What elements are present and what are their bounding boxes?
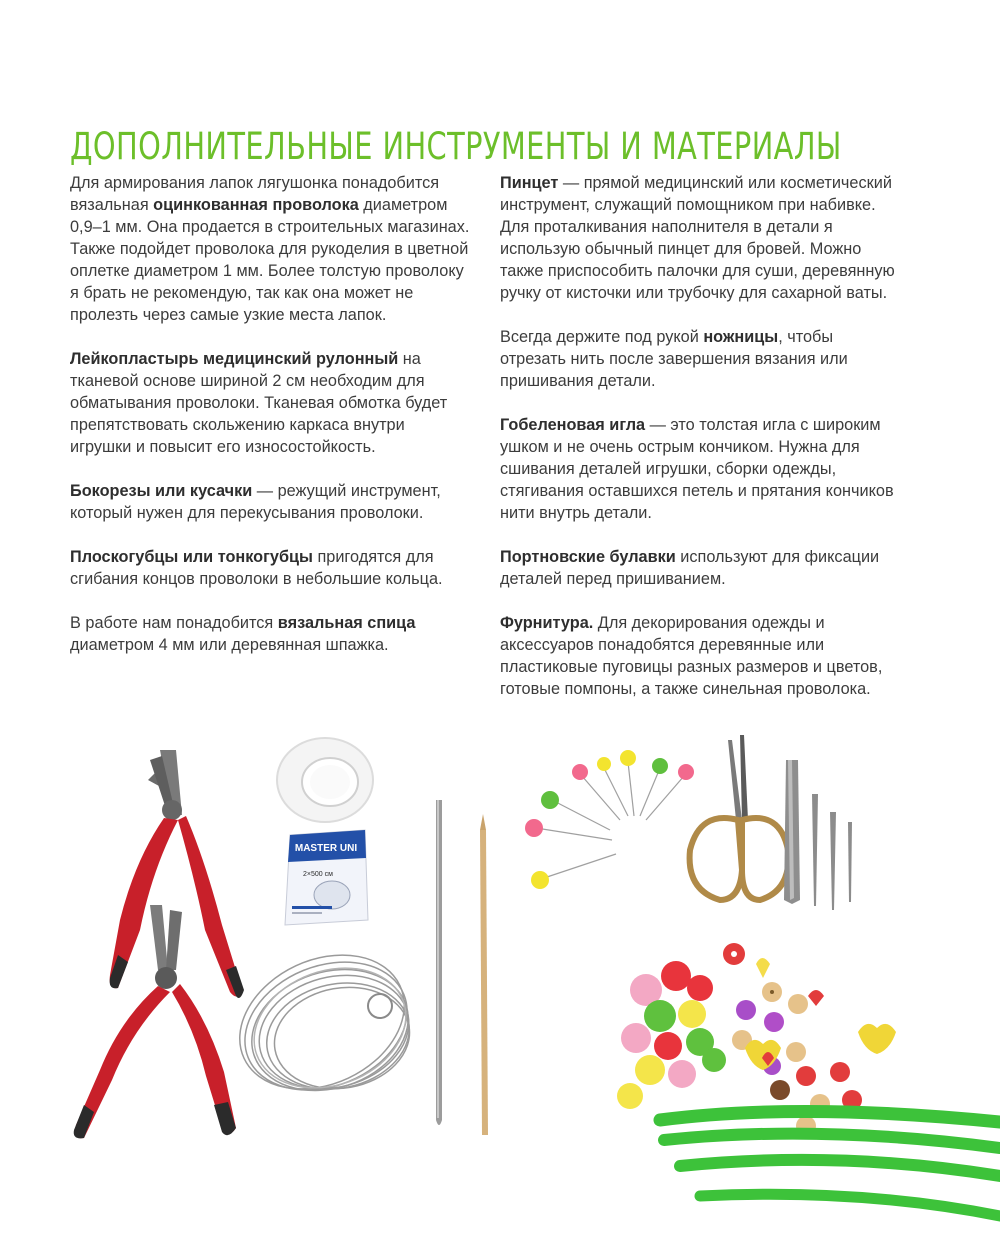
text-run: используют для фиксации деталей перед пришиванием. bbox=[500, 548, 880, 588]
bold-term: вязальная спица bbox=[277, 614, 416, 632]
wooden-skewer-image bbox=[480, 814, 488, 1135]
left-paragraph bbox=[70, 612, 470, 656]
text-run: — прямой медицинский или косметический инструмент, служащий помощником при набивке. Для проталкивания наполнителя в детали я использую обычный пинцет для бровей. Можно также приспособить палочки для суши, деревянную ручку от кисточки или трубочку для сахарной ваты. bbox=[500, 174, 895, 302]
bold-term: ножницы bbox=[703, 328, 779, 346]
left-paragraph bbox=[70, 546, 470, 590]
left-paragraph bbox=[70, 348, 470, 458]
bold-term: Бокорезы или кусачки bbox=[70, 482, 253, 500]
text-run: Для декорирования одежды и аксессуаров понадобятся деревянные или пластиковые пуговицы разных размеров и цветов, готовые помпоны, а также синельная проволока. bbox=[500, 614, 883, 698]
text-run: Всегда держите под рукой bbox=[500, 328, 704, 346]
bold-term: Плоскогубцы или тонкогубцы bbox=[70, 548, 313, 566]
plaster-box-image bbox=[285, 830, 368, 925]
left-column bbox=[70, 172, 470, 678]
page-title: ДОПОЛНИТЕЛЬНЫЕ ИНСТРУМЕНТЫ И МАТЕРИАЛЫ bbox=[70, 124, 842, 168]
tape-roll-image bbox=[277, 738, 373, 822]
tapestry-needles-image bbox=[812, 794, 852, 910]
text-run: Для армирования лапок лягушонка понадобится вязальная bbox=[70, 174, 440, 214]
right-column bbox=[500, 172, 900, 722]
bold-term: Пинцет bbox=[500, 174, 559, 192]
right-paragraph bbox=[500, 414, 900, 524]
text-run: диаметром 4 мм или деревянная шпажка. bbox=[70, 636, 389, 654]
knitting-needle-image bbox=[436, 800, 442, 1125]
pompoms-image bbox=[617, 961, 726, 1109]
scissors-image bbox=[690, 735, 789, 900]
pins-image bbox=[525, 750, 694, 889]
text-run: — это толстая игла с широким ушком и не очень острым кончиком. Нужна для сшивания деталей игрушки, сборки одежды, стягивания оставшихся петель и прятания кончиков нити внутрь детали. bbox=[500, 416, 894, 522]
right-paragraph bbox=[500, 612, 900, 700]
text-run: В работе нам понадобится bbox=[70, 614, 278, 632]
bold-term: Портновские булавки bbox=[500, 548, 676, 566]
bold-term: Гобеленовая игла bbox=[500, 416, 646, 434]
wire-coil-image bbox=[218, 929, 427, 1114]
box-size-label: 2×500 см bbox=[303, 871, 333, 878]
box-brand-label: MASTER UNI bbox=[294, 843, 358, 854]
right-paragraph bbox=[500, 546, 900, 590]
text-run: на тканевой основе шириной 2 см необходим для обматывания проволоки. Тканевая обмотка будет препятствовать скольжению каркаса внутри игрушки и повысит его износостойкость. bbox=[70, 350, 448, 456]
text-run: диаметром 0,9–1 мм. Она продается в строительных магазинах. Также подойдет проволока для рукоделия в цветной оплетке диаметром 1 мм. Более толстую проволоку я брать не рекомендую, так как она может не пролезть через самые узкие места лапок. bbox=[70, 196, 470, 324]
bold-term: Фурнитура. bbox=[500, 614, 594, 632]
chenille-stems-image bbox=[660, 1111, 1000, 1216]
left-paragraph bbox=[70, 172, 470, 326]
bold-term: оцинкованная проволока bbox=[153, 196, 359, 214]
left-paragraph bbox=[70, 480, 470, 524]
text-run: , чтобы отрезать нить после завершения вязания или пришивания детали. bbox=[500, 328, 848, 390]
right-paragraph bbox=[500, 326, 900, 392]
bold-term: Лейкопластырь медицинский рулонный bbox=[70, 350, 399, 368]
text-run: — режущий инструмент, который нужен для перекусывания проволоки. bbox=[70, 482, 441, 522]
text-run: пригодятся для сгибания концов проволоки в небольшие кольца. bbox=[70, 548, 443, 588]
right-paragraph bbox=[500, 172, 900, 304]
tools-photo-area bbox=[0, 720, 1000, 1237]
tweezers-image bbox=[784, 760, 800, 904]
